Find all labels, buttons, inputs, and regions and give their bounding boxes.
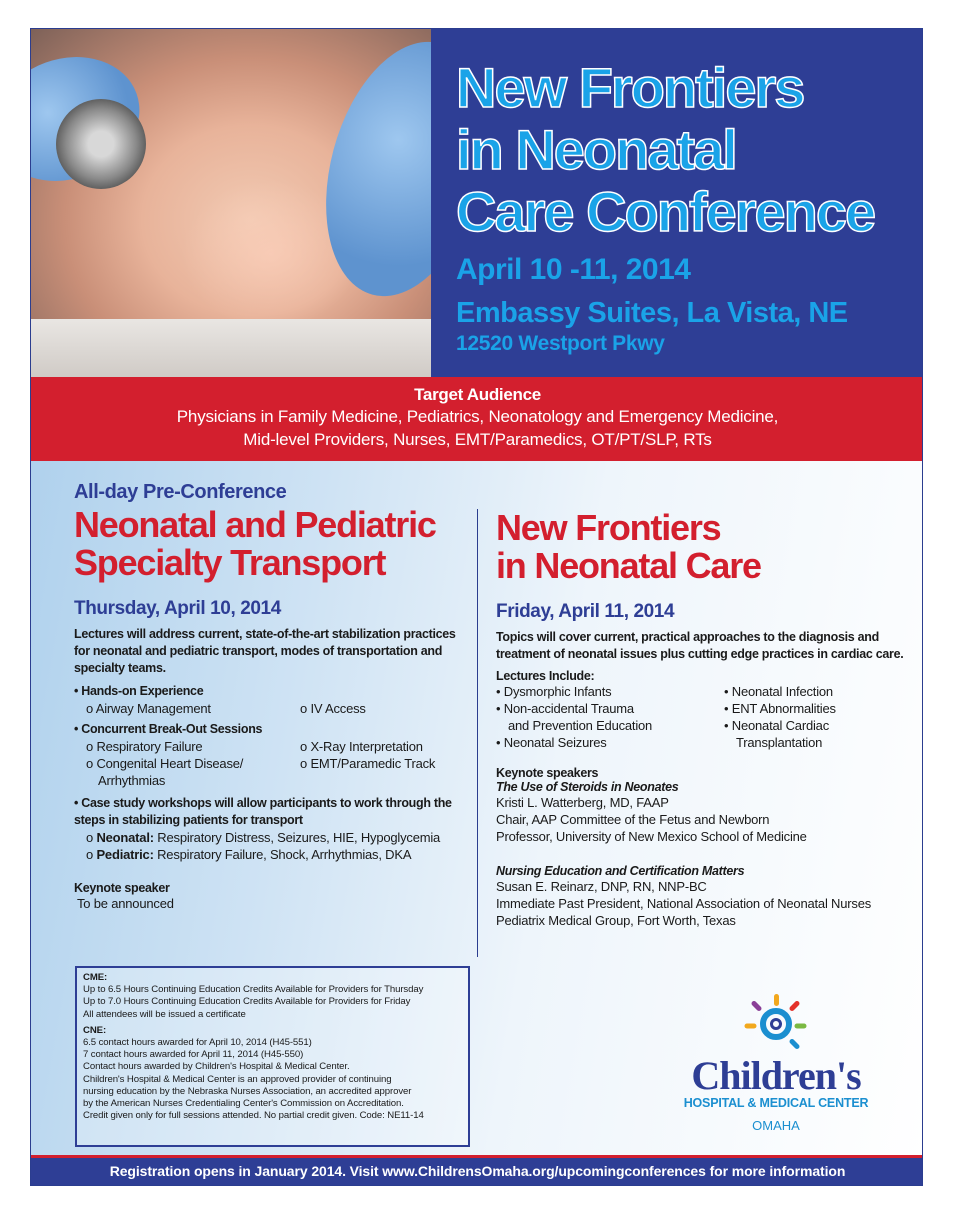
main-conference-intro: Topics will cover current, practical approaches to the diagnosis and treatment of neonatal issues plus cutting edge practices in cardiac care. <box>496 630 904 661</box>
cne-line: 6.5 contact hours awarded for April 10, 2014 (H45-551) <box>83 1037 312 1049</box>
pre-conference-title-line-2: Specialty Transport <box>74 542 386 583</box>
lecture-item: • Neonatal Infection <box>724 684 833 699</box>
conference-date: April 10 -11, 2014 <box>456 253 691 286</box>
title-line-1: New Frontiers <box>456 56 804 119</box>
title-line-2: in Neonatal <box>456 118 736 181</box>
lecture-item: • Non-accidental Trauma <box>496 701 634 716</box>
pre-conference-kicker: All-day Pre-Conference <box>74 481 287 503</box>
cne-heading: CNE: <box>83 1024 107 1036</box>
hands-on-items <box>74 700 474 717</box>
lecture-item: • ENT Abnormalities <box>724 701 836 716</box>
bullet-marker: o <box>86 847 97 862</box>
breakout-item: o Respiratory Failure <box>86 739 203 754</box>
neonatal-label: Neonatal: <box>96 830 154 845</box>
hands-on-item: o Airway Management <box>86 701 211 716</box>
keynotes-heading: Keynote speakers <box>496 766 599 780</box>
childrens-hospital-logo <box>671 994 881 1134</box>
lecture-item-continued: Transplantation <box>736 735 823 750</box>
lectures-heading: Lectures Include: <box>496 669 595 683</box>
column-divider <box>477 509 478 957</box>
conference-venue: Embassy Suites, La Vista, NE <box>456 297 848 329</box>
lecture-item: • Neonatal Cardiac <box>724 718 830 733</box>
pre-conference-title-line-1: Neonatal and Pediatric <box>74 504 436 545</box>
conference-title <box>456 57 923 243</box>
lecture-item: • Neonatal Seizures <box>496 735 607 750</box>
main-conference-title-line-2: in Neonatal Care <box>496 545 761 586</box>
cme-line: All attendees will be issued a certificate <box>83 1008 246 1020</box>
logo-subtitle: HOSPITAL & MEDICAL CENTER <box>683 1096 869 1110</box>
hero-panel <box>431 29 923 377</box>
keynote-2-line: Pediatrix Medical Group, Fort Worth, Texas <box>496 913 736 928</box>
pediatric-label: Pediatric: <box>96 847 154 862</box>
cne-line: Children's Hospital & Medical Center is an approved provider of continuing <box>83 1073 392 1085</box>
keynote-1-title: The Use of Steroids in Neonates <box>496 780 679 794</box>
bullet-marker: o <box>86 830 97 845</box>
lecture-item: • Dysmorphic Infants <box>496 684 612 699</box>
keynote-2-title: Nursing Education and Certification Matters <box>496 864 745 878</box>
target-audience-band <box>31 377 923 461</box>
cme-line: Up to 6.5 Hours Continuing Education Credits Available for Providers for Thursday <box>83 984 424 996</box>
conference-address: 12520 Westport Pkwy <box>456 332 665 355</box>
lecture-item-continued: and Prevention Education <box>508 718 653 733</box>
newborn-photo <box>31 29 431 377</box>
hands-on-item: o IV Access <box>300 701 366 716</box>
breakout-item-continued: Arrhythmias <box>98 773 166 788</box>
pre-conference-column <box>74 481 474 912</box>
cne-line: Contact hours awarded by Children's Hospital & Medical Center. <box>83 1061 350 1073</box>
breakout-item: o Congenital Heart Disease/ <box>86 756 244 771</box>
target-audience-title: Target Audience <box>414 385 541 404</box>
breakout-heading: • Concurrent Break-Out Sessions <box>74 722 263 736</box>
registration-footer: Registration opens in January 2014. Visit www.ChildrensOmaha.org/upcomingconferences for more information <box>31 1155 923 1186</box>
pediatric-case-study <box>74 846 474 863</box>
breakout-item: o X-Ray Interpretation <box>300 739 423 754</box>
lectures-right-column <box>724 683 836 751</box>
keynote-1-line: Kristi L. Watterberg, MD, FAAP <box>496 795 669 810</box>
main-conference-day: Friday, April 11, 2014 <box>496 601 675 622</box>
stethoscope-image <box>56 99 146 189</box>
pre-conference-title <box>74 506 474 582</box>
cne-line: 7 contact hours awarded for April 11, 2014 (H45-550) <box>83 1049 304 1061</box>
flyer <box>30 28 923 1186</box>
cne-line: nursing education by the Nebraska Nurses Association, an accredited approver <box>83 1085 412 1097</box>
lectures-list <box>496 683 906 751</box>
breakout-row <box>74 755 474 772</box>
pre-conference-keynote-name: To be announced <box>77 896 174 911</box>
main-conference-title-line-1: New Frontiers <box>496 507 721 548</box>
blanket-image <box>31 319 431 377</box>
pediatric-topics: Respiratory Failure, Shock, Arrhythmias, DKA <box>153 847 412 862</box>
keynote-2-line: Immediate Past President, National Association of Neonatal Nurses <box>496 896 872 911</box>
logo-city: OMAHA <box>752 1118 800 1133</box>
credits-box <box>75 966 470 1147</box>
cme-heading: CME: <box>83 972 108 983</box>
main-conference-title <box>496 509 906 585</box>
target-audience-line-1: Physicians in Family Medicine, Pediatrics, Neonatology and Emergency Medicine, <box>176 407 779 426</box>
title-line-3: Care Conference <box>456 180 875 243</box>
pre-conference-day: Thursday, April 10, 2014 <box>74 598 281 619</box>
cme-line: Up to 7.0 Hours Continuing Education Credits Available for Providers for Friday <box>83 996 411 1008</box>
breakout-row <box>74 738 474 755</box>
keynote-1-line: Professor, University of New Mexico School of Medicine <box>496 829 807 844</box>
neonatal-case-study <box>74 829 474 846</box>
cne-line: by the American Nurses Credentialing Center's Commission on Accreditation. <box>83 1098 404 1110</box>
hands-on-heading: • Hands-on Experience <box>74 684 204 698</box>
keynote-2-line: Susan E. Reinarz, DNP, RN, NNP-BC <box>496 879 707 894</box>
cne-line: Credit given only for full sessions attended. No partial credit given. Code: NE11-14 <box>83 1110 424 1122</box>
keynote-1-line: Chair, AAP Committee of the Fetus and Newborn <box>496 812 770 827</box>
lectures-left-column <box>496 683 724 751</box>
pre-conference-intro: Lectures will address current, state-of-the-art stabilization practices for neonatal and pediatric transport, modes of transportation and specialty teams. <box>74 627 456 675</box>
case-study-heading: • Case study workshops will allow participants to work through the steps in stabilizing patients for transport <box>74 796 452 827</box>
breakout-item: o EMT/Paramedic Track <box>300 756 436 771</box>
pre-conference-keynote-title: Keynote speaker <box>74 881 170 895</box>
neonatal-topics: Respiratory Distress, Seizures, HIE, Hypoglycemia <box>153 830 441 845</box>
sun-swirl-icon <box>746 994 806 1054</box>
main-conference-column <box>496 507 906 929</box>
target-audience-line-2: Mid-level Providers, Nurses, EMT/Paramedics, OT/PT/SLP, RTs <box>243 430 712 449</box>
logo-name: Children's <box>691 1053 861 1098</box>
